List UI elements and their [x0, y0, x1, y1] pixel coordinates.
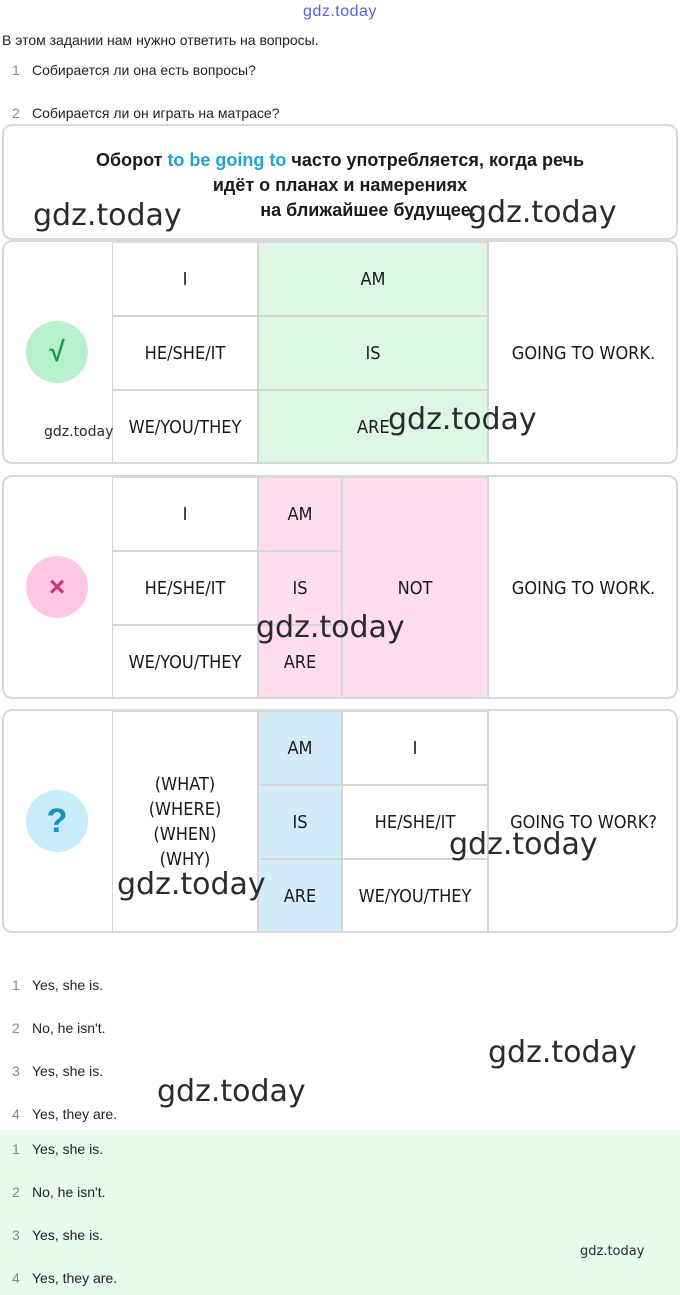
- check-icon: √: [26, 321, 88, 383]
- answer-number: 2: [12, 1020, 20, 1036]
- subject-cell: I: [112, 477, 258, 551]
- answer-item: [12, 977, 103, 993]
- answer-text: Yes, they are.: [32, 1270, 118, 1286]
- watermark: gdz.today: [388, 402, 537, 437]
- verb-cell: ARE: [258, 390, 488, 464]
- wh-word: (WHY): [159, 849, 211, 870]
- top-watermark: gdz.today: [303, 3, 377, 20]
- answer-text: No, he isn't.: [32, 1020, 106, 1036]
- answer-number: 2: [12, 1184, 20, 1200]
- watermark: gdz.today: [580, 1244, 645, 1259]
- question-number: 1: [12, 62, 20, 78]
- answer-item: [12, 1063, 103, 1079]
- wh-word: (WHEN): [153, 824, 217, 845]
- subject-cell: I: [342, 711, 488, 785]
- verb-cell: ARE: [258, 625, 342, 699]
- answer-number: 3: [12, 1227, 20, 1243]
- watermark: gdz.today: [44, 424, 114, 440]
- rule-highlight: to be going to: [167, 150, 287, 170]
- rule-text-before: Оборот: [95, 150, 168, 170]
- answer-text: Yes, she is.: [32, 1141, 104, 1157]
- answer-number: 1: [12, 1141, 20, 1157]
- ending-cell: GOING TO WORK.: [488, 242, 678, 464]
- verb-cell: ARE: [258, 859, 342, 933]
- wh-word: (WHAT): [154, 774, 216, 795]
- rule-line-2: идёт о планах и намерениях: [212, 175, 468, 195]
- answer-text: Yes, she is.: [32, 1063, 104, 1079]
- intro-text: В этом задании нам нужно ответить на вопросы.: [2, 32, 319, 48]
- question-item: [12, 105, 280, 121]
- answer-item: [12, 1184, 106, 1200]
- answer-text: Yes, they are.: [32, 1106, 118, 1122]
- question-text: Собирается ли она есть вопросы?: [32, 62, 256, 78]
- answer-item: [12, 1106, 117, 1122]
- rule-line-3: на ближайшее будущее.: [260, 200, 476, 220]
- subject-cell: WE/YOU/THEY: [112, 625, 258, 699]
- ending-cell: GOING TO WORK.: [488, 477, 678, 699]
- subject-cell: WE/YOU/THEY: [342, 859, 488, 933]
- answer-text: No, he isn't.: [32, 1184, 106, 1200]
- verb-cell: IS: [258, 551, 342, 625]
- watermark: gdz.today: [117, 867, 266, 902]
- subject-cell: HE/SHE/IT: [112, 316, 258, 390]
- question-text: Собирается ли он играть на матрасе?: [32, 105, 280, 121]
- wh-word: (WHERE): [148, 799, 222, 820]
- verb-cell: AM: [258, 477, 342, 551]
- answer-item: [12, 1020, 106, 1036]
- not-cell: NOT: [342, 477, 488, 699]
- subject-cell: HE/SHE/IT: [112, 551, 258, 625]
- question-section: [2, 709, 678, 933]
- answer-number: 1: [12, 977, 20, 993]
- answer-item: [12, 1141, 103, 1157]
- watermark: gdz.today: [449, 827, 598, 862]
- watermark: gdz.today: [468, 195, 617, 230]
- answer-number: 4: [12, 1106, 20, 1122]
- verb-cell: AM: [258, 711, 342, 785]
- answer-text: Yes, she is.: [32, 977, 104, 993]
- verb-cell: IS: [258, 316, 488, 390]
- subject-cell: WE/YOU/THEY: [112, 390, 258, 464]
- question-mark-icon: ?: [26, 790, 88, 852]
- negative-section: [2, 475, 678, 699]
- verb-cell: IS: [258, 785, 342, 859]
- cross-icon: ×: [26, 556, 88, 618]
- subject-cell: HE/SHE/IT: [342, 785, 488, 859]
- watermark: gdz.today: [157, 1074, 306, 1109]
- answer-item: [12, 1270, 117, 1286]
- answer-number: 4: [12, 1270, 20, 1286]
- rule-text-after: часто употребляется, когда речь: [286, 150, 585, 170]
- watermark: gdz.today: [256, 610, 405, 645]
- ending-cell: GOING TO WORK?: [488, 711, 678, 933]
- answer-item: [12, 1227, 103, 1243]
- answer-text: Yes, she is.: [32, 1227, 104, 1243]
- verb-cell: AM: [258, 242, 488, 316]
- watermark: gdz.today: [33, 198, 182, 233]
- question-item: [12, 62, 256, 78]
- question-number: 2: [12, 105, 20, 121]
- answer-number: 3: [12, 1063, 20, 1079]
- watermark: gdz.today: [488, 1035, 637, 1070]
- subject-cell: I: [112, 242, 258, 316]
